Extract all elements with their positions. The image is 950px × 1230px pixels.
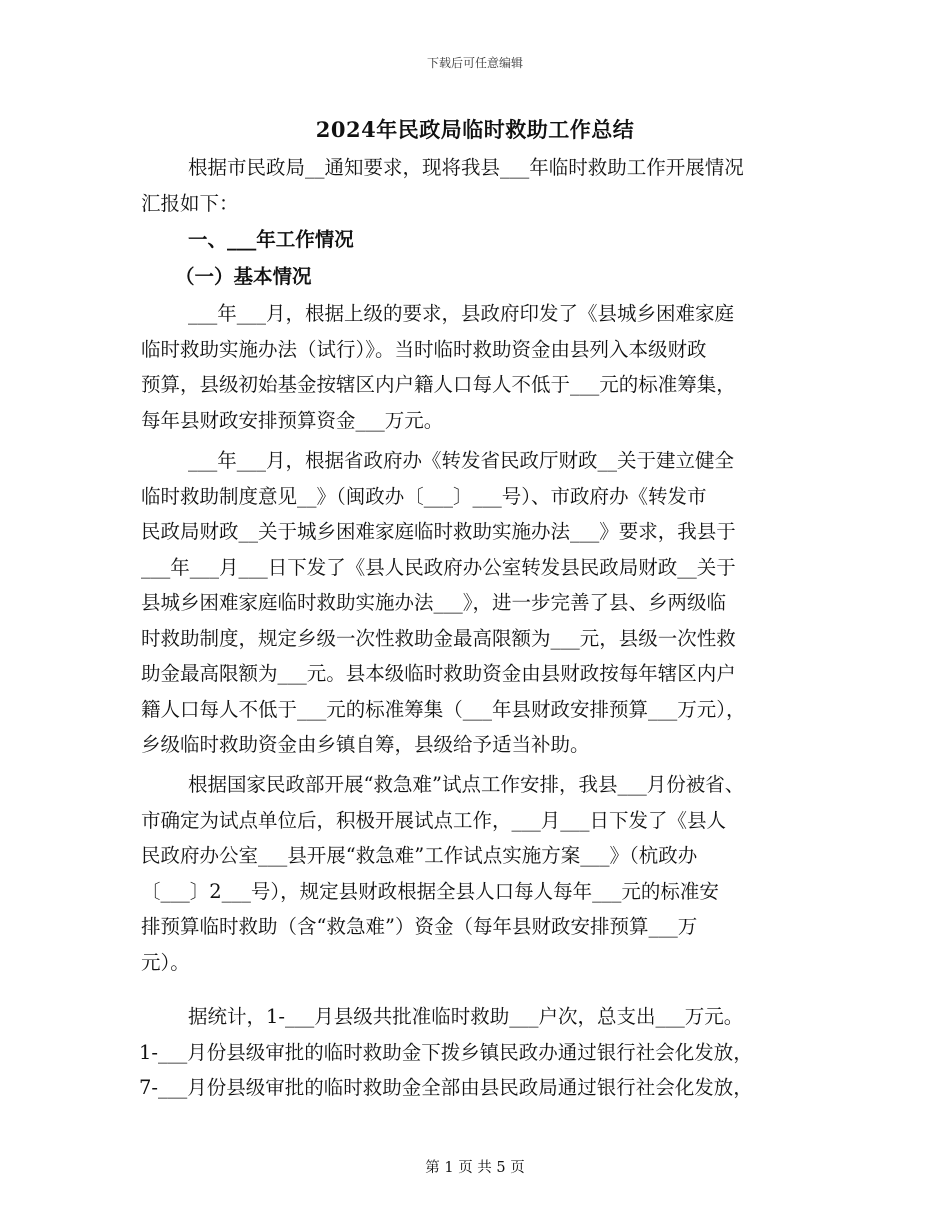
paragraph-2 — [141, 443, 805, 763]
text-line: 根据国家民政部开展“救急难”试点工作安排，我县___月份被省、 — [188, 773, 745, 796]
text-line: 民政府办公室___县开展“救急难”工作试点实施方案___》（杭政办 — [141, 844, 698, 867]
paragraph-4 — [141, 999, 805, 1106]
text-line: 临时救助实施办法（试行）》。当时临时救助资金由县列入本级财政 — [141, 337, 707, 361]
text-line: 临时救助制度意见__》（闽政办〔___〕___号）、市政府办《转发市 — [141, 484, 707, 508]
text-line: 每年县财政安排预算资金___万元。 — [141, 408, 444, 432]
text-line: 〔___〕2___号），规定县财政根据全县人口每人每年___元的标准安 — [141, 879, 719, 903]
text-line: 民政局财政__关于城乡困难家庭临时救助实施办法___》要求，我县于 — [141, 520, 736, 543]
paragraph-3 — [141, 767, 805, 980]
text-line: 助金最高限额为___元。县本级临时救助资金由县财政按每年辖区内户 — [141, 662, 736, 685]
text-line: 县城乡困难家庭临时救助实施办法___》，进一步完善了县、乡两级临 — [141, 591, 727, 614]
section-heading: 一、___年工作情况 — [188, 228, 354, 251]
text-line: ___年___月，根据省政府办《转发省民政厅财政__关于建立健全 — [188, 449, 735, 472]
text-line: 元）。 — [141, 950, 190, 974]
document-title: 2024年民政局临时救助工作总结 — [315, 117, 635, 142]
section-heading-1 — [141, 222, 805, 258]
paragraph-1 — [141, 296, 805, 438]
text-line: ___年___月，根据上级的要求，县政府印发了《县城乡困难家庭 — [188, 302, 735, 325]
text-line: 根据市民政局__通知要求，现将我县___年临时救助工作开展情况 — [188, 156, 744, 179]
text-line: 排预算临时救助（含“救急难”）资金（每年县财政安排预算___万 — [141, 915, 698, 938]
text-line: 1-___月份县级审批的临时救助金下拨乡镇民政办通过银行社会化发放， — [139, 1040, 753, 1064]
page-footer: 第 1 页 共 5 页 — [425, 1160, 525, 1176]
text-line: 市确定为试点单位后，积极开展试点工作，___月___日下发了《县人 — [141, 808, 727, 832]
text-line: 汇报如下： — [141, 191, 239, 215]
text-line: 时救助制度，规定乡级一次性救助金最高限额为___元，县级一次性救 — [141, 626, 736, 650]
text-line: ___年___月___日下发了《县人民政府办公室转发县民政局财政__关于 — [141, 555, 736, 579]
text-line: 预算，县级初始基金按辖区内户籍人口每人不低于___元的标准筹集， — [141, 373, 736, 396]
header-watermark: 下载后可任意编辑 — [426, 56, 523, 70]
text-line: 据统计，1-___月县级共批准临时救助___户次，总支出___万元。 — [188, 1005, 744, 1028]
text-line: 籍人口每人不低于___元的标准筹集（___年县财政安排预算___万元）， — [141, 697, 746, 721]
text-line: 乡级临时救助资金由乡镇自筹，县级给予适当补助。 — [141, 733, 590, 756]
subsection-heading-1 — [141, 259, 805, 295]
text-line: 7-___月份县级审批的临时救助金全部由县民政局通过银行社会化发放， — [139, 1076, 753, 1099]
subsection-heading: （一）基本情况 — [175, 265, 312, 288]
intro-paragraph — [141, 150, 805, 221]
